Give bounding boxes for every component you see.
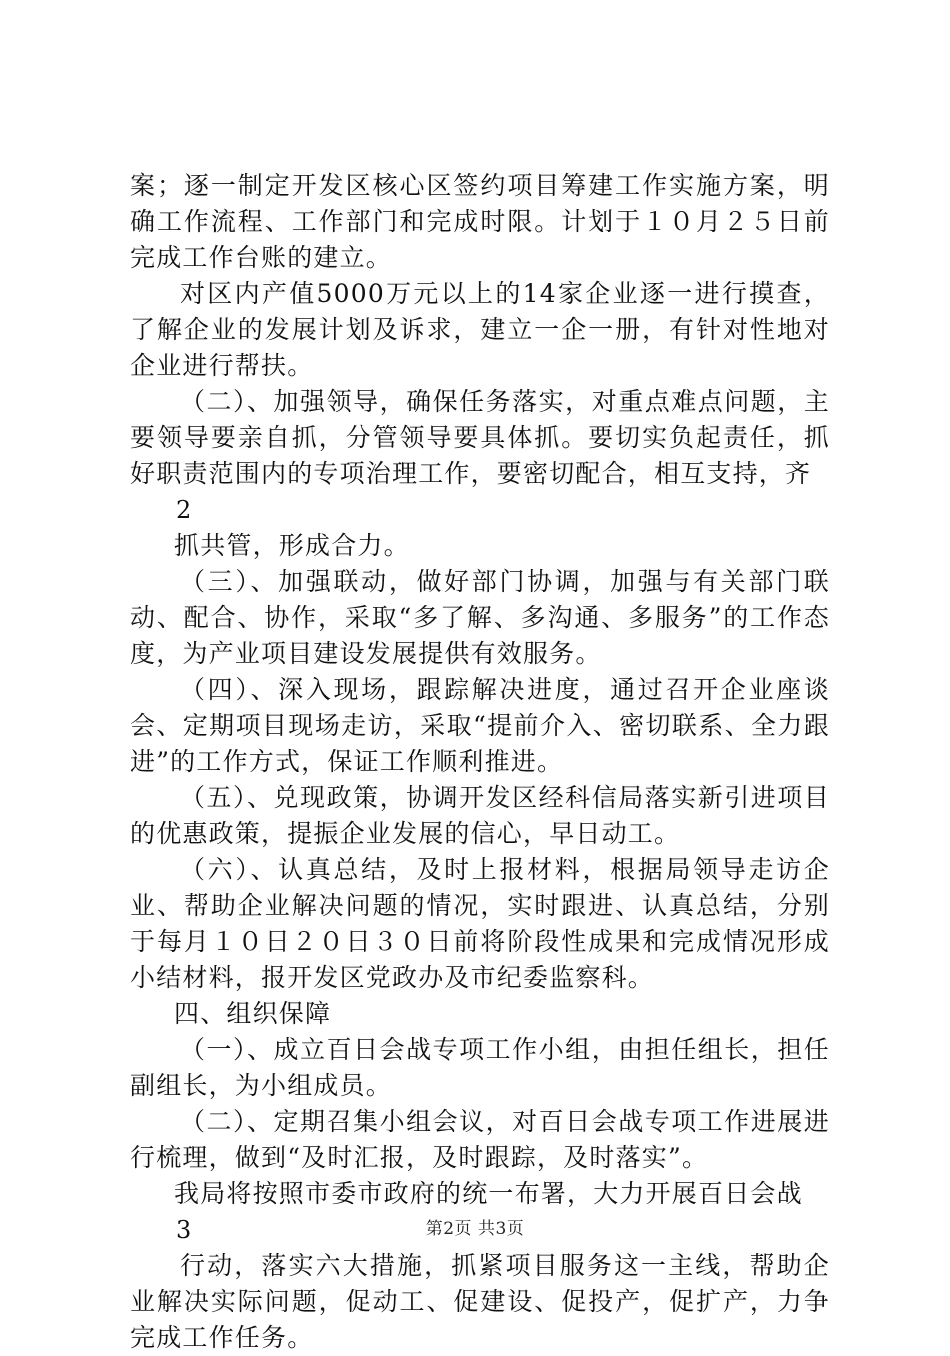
paragraph-measure-2-continuation: 抓共管，形成合力。 (174, 531, 410, 560)
paragraph-conclusion-continuation: 行动，落实六大措施，抓紧项目服务这一主线，帮助企业解决实际问题，促动工、促建设、促投产，促扩产，力争完成工作任务。 (130, 1251, 830, 1352)
paragraph-organization-1: （一）、成立百日会战专项工作小组，由担任组长，担任副组长，为小组成员。 (130, 1035, 830, 1100)
section-heading-organization: 四、组织保障 (174, 999, 332, 1028)
paragraph-measure-3: （三）、加强联动，做好部门协调，加强与有关部门联动、配合、协作，采取“多了解、多沟通、多服务”的工作态度，为产业项目建设发展提供有效服务。 (130, 567, 830, 668)
paragraph-measure-2: （二）、加强领导，确保任务落实，对重点难点问题，主要领导要亲自抓，分管领导要具体抓。要切实负起责任，抓好职责范围内的专项治理工作，要密切配合，相互支持，齐 (130, 387, 830, 488)
paragraph-measure-4: （四）、深入现场，跟踪解决进度，通过召开企业座谈会、定期项目现场走访，采取“提前介入、密切联系、全力跟进”的工作方式，保证工作顺利推进。 (130, 675, 830, 776)
inline-page-number: 3 (176, 1216, 192, 1244)
inline-page-number: 2 (176, 496, 192, 524)
paragraph-conclusion: 我局将按照市委市政府的统一布署，大力开展百日会战 (174, 1179, 803, 1208)
paragraph-measure-5: （五）、兑现政策，协调开发区经科信局落实新引进项目的优惠政策，提振企业发展的信心，早日动工。 (130, 783, 830, 848)
paragraph-enterprise-survey: 对区内产值5000万元以上的14家企业逐一进行摸查，了解企业的发展计划及诉求，建立一企一册，有针对性地对企业进行帮扶。 (130, 279, 830, 380)
paragraph-plan-continuation: 案；逐一制定开发区核心区签约项目筹建工作实施方案，明确工作流程、工作部门和完成时限。计划于１０月２５日前完成工作台账的建立。 (130, 171, 830, 272)
page-footer: 第2页 共3页 (425, 1219, 525, 1239)
paragraph-measure-6: （六）、认真总结，及时上报材料，根据局领导走访企业、帮助企业解决问题的情况，实时跟进、认真总结，分别于每月１０日２０日３０日前将阶段性成果和完成情况形成小结材料，报开发区党政办及市纪委监察科。 (130, 855, 830, 992)
document-body (130, 168, 830, 1356)
paragraph-organization-2: （二）、定期召集小组会议，对百日会战专项工作进展进行梳理，做到“及时汇报，及时跟踪，及时落实”。 (130, 1107, 830, 1172)
